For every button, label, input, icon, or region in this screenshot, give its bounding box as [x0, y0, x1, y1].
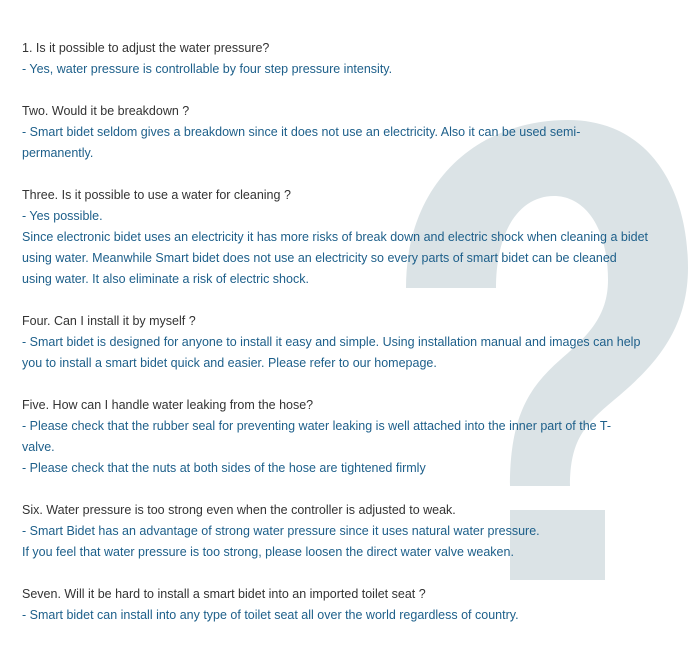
faq-question-5: Five. How can I handle water leaking from the hose?: [22, 398, 314, 412]
faq-question-4: Four. Can I install it by myself ?: [22, 314, 196, 328]
faq-answer-6-line-2: If you feel that water pressure is too strong, please loosen the direct water valve weaken.: [22, 545, 514, 559]
faq-question-3: Three. Is it possible to use a water for cleaning ?: [22, 188, 291, 202]
faq-answer-5-line-1: - Please check that the rubber seal for preventing water leaking is well attached into the inner part of the T- valve.: [22, 419, 611, 454]
faq-answer-3-line-2: Since electronic bidet uses an electricity it has more risks of break down and electric shock when cleaning a bidet using water. Meanwhile Smart bidet does not use an electricity so every parts of smart bidet can be cleaned using water. It also eliminate a risk of electric shock.: [22, 230, 649, 286]
faq-item-1: [22, 38, 662, 80]
faq-answer-6-line-1: - Smart Bidet has an advantage of strong water pressure since it uses natural water pressure.: [22, 524, 540, 538]
faq-item-2: [22, 101, 662, 164]
faq-answer-2-line-1: - Smart bidet seldom gives a breakdown since it does not use an electricity. Also it can be used semi-permanently.: [22, 125, 581, 160]
faq-answer-7-line-1: - Smart bidet can install into any type of toilet seat all over the world regardless of country.: [22, 608, 519, 622]
faq-list: [22, 38, 662, 647]
faq-answer-3-line-1: - Yes possible.: [22, 209, 103, 223]
faq-item-3: [22, 185, 662, 290]
faq-answer-1-line-1: - Yes, water pressure is controllable by four step pressure intensity.: [22, 62, 393, 76]
faq-item-4: [22, 311, 662, 374]
faq-item-5: [22, 395, 662, 479]
faq-question-2: Two. Would it be breakdown ?: [22, 104, 190, 118]
faq-answer-4-line-1: - Smart bidet is designed for anyone to install it easy and simple. Using installation manual and images can help you to install a smart bidet quick and easier. Please refer to our homepage.: [22, 335, 641, 370]
faq-question-6: Six. Water pressure is too strong even when the controller is adjusted to weak.: [22, 503, 456, 517]
faq-question-7: Seven. Will it be hard to install a smart bidet into an imported toilet seat ?: [22, 587, 426, 601]
faq-item-6: [22, 500, 662, 563]
faq-question-1: 1. Is it possible to adjust the water pressure?: [22, 41, 270, 55]
faq-answer-5-line-2: - Please check that the nuts at both sides of the hose are tightened firmly: [22, 461, 426, 475]
faq-item-7: [22, 584, 662, 626]
